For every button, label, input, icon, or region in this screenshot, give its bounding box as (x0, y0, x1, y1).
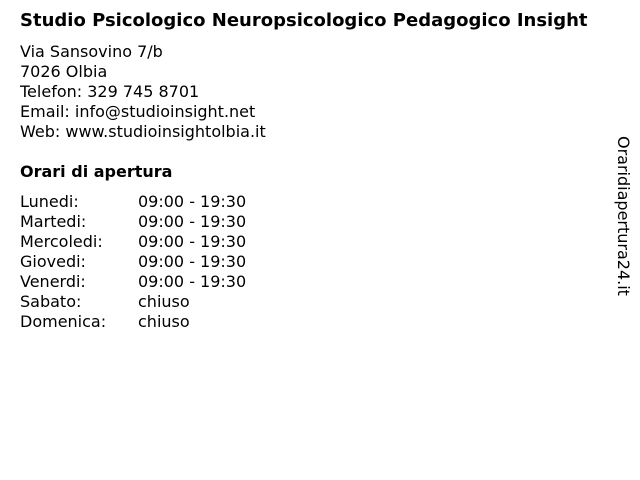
phone-number: Telefon: 329 745 8701 (20, 82, 200, 101)
time-value: chiuso (138, 312, 190, 331)
address-street: Via Sansovino 7/b (20, 42, 163, 61)
opening-hours-list (20, 192, 620, 332)
business-card (20, 10, 620, 332)
hours-row-tuesday (20, 212, 620, 232)
brand-watermark (613, 136, 633, 308)
day-label: Giovedi: (20, 252, 86, 271)
hours-row-wednesday (20, 232, 620, 252)
business-name: Studio Psicologico Neuropsicologico Pedagogico Insight (20, 10, 588, 31)
day-label: Domenica: (20, 312, 107, 331)
opening-hours-heading: Orari di apertura (20, 162, 173, 181)
day-label: Mercoledi: (20, 232, 103, 251)
hours-row-sunday (20, 312, 620, 332)
time-value: 09:00 - 19:30 (138, 252, 247, 271)
time-value: 09:00 - 19:30 (138, 192, 247, 211)
day-label: Sabato: (20, 292, 82, 311)
hours-row-thursday (20, 252, 620, 272)
email-address: Email: info@studioinsight.net (20, 102, 256, 121)
website: Web: www.studioinsightolbia.it (20, 122, 266, 141)
day-label: Martedi: (20, 212, 87, 231)
hours-row-saturday (20, 292, 620, 312)
hours-row-friday (20, 272, 620, 292)
day-label: Lunedi: (20, 192, 79, 211)
day-label: Venerdi: (20, 272, 86, 291)
time-value: 09:00 - 19:30 (138, 232, 247, 251)
time-value: 09:00 - 19:30 (138, 272, 247, 291)
hours-row-monday (20, 192, 620, 212)
time-value: 09:00 - 19:30 (138, 212, 247, 231)
time-value: chiuso (138, 292, 190, 311)
address-city: 7026 Olbia (20, 62, 108, 81)
address-block (20, 42, 620, 142)
brand-text: Oraridiapertura24.it (614, 136, 633, 296)
